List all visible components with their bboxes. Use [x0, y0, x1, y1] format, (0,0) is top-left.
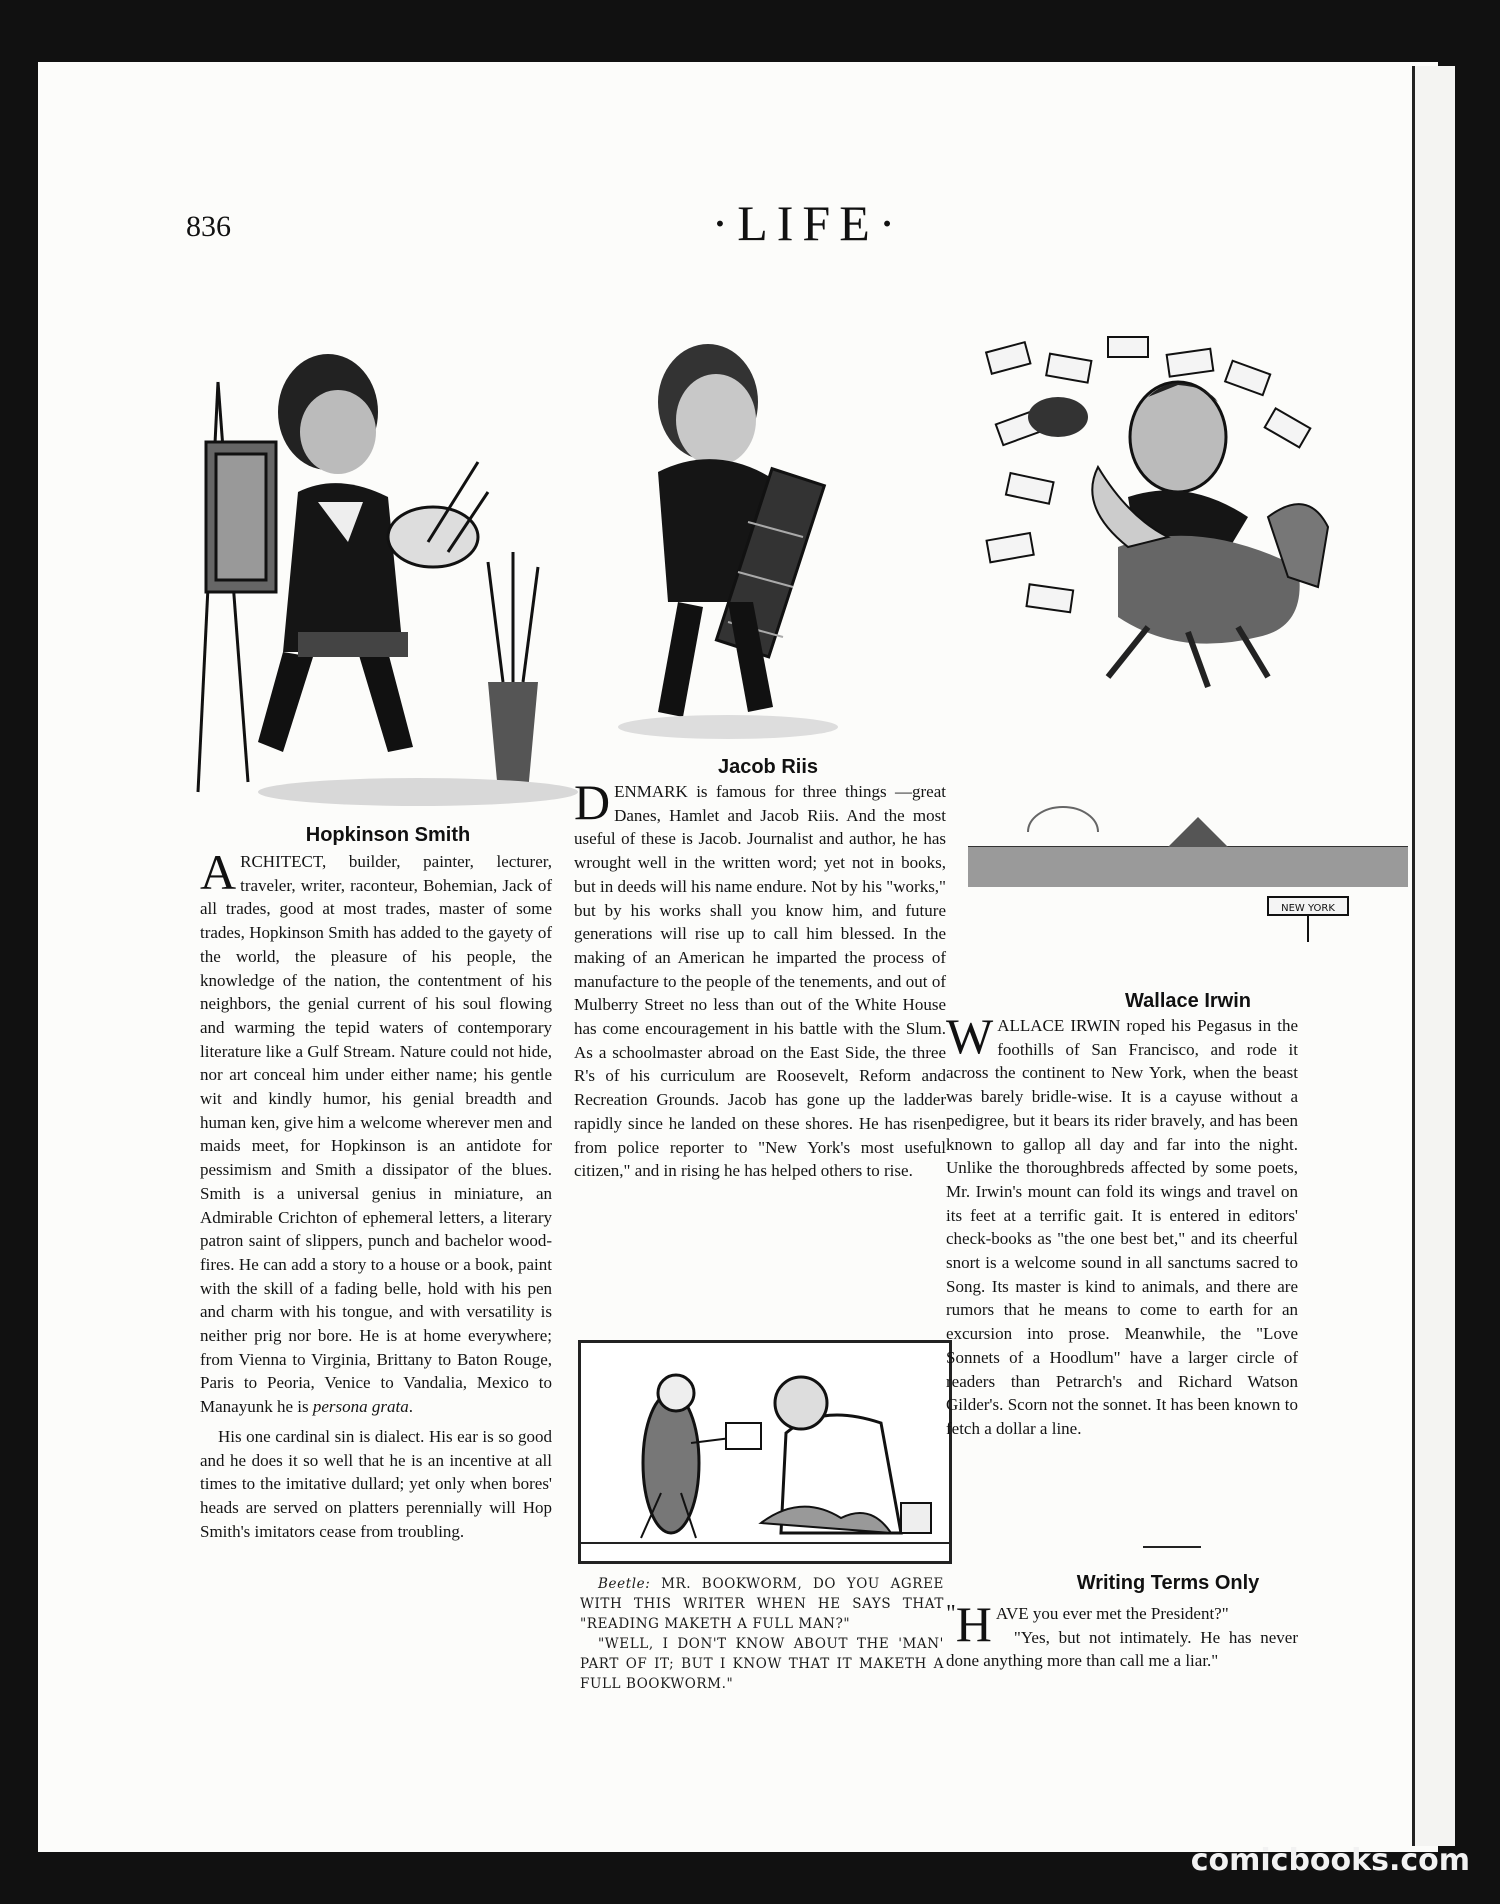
watermark: comicbooks.com — [1190, 1843, 1470, 1878]
wallace-irwin-illustration — [968, 327, 1408, 967]
masthead-title: ·LIFE· — [711, 195, 905, 251]
section-divider — [1143, 1546, 1201, 1548]
jacob-riis-text — [574, 774, 946, 1183]
dropcap-w: W — [946, 1008, 994, 1064]
hopkinson-smith-paragraph-2: His one cardinal sin is dialect. His ear is so good and he does it so well that he is an incentive at all times to the imitative dullard; yet only when bores' heads are served on platters perennially will Hop Smith's imitators cease from troubling. — [200, 1426, 552, 1541]
hopkinson-smith-illustration — [188, 322, 598, 822]
wallace-irwin-text — [946, 1008, 1298, 1441]
cartoon-caption — [580, 1574, 944, 1694]
page-number: 836 — [186, 210, 231, 243]
writing-terms-dialogue-1: " H AVE you ever met the President?" — [946, 1596, 1229, 1652]
dropcap-d: D — [574, 774, 611, 830]
cartoon-caption-line-1: Beetle: MR. BOOKWORM, DO YOU AGREE WITH THIS WRITER WHEN HE SAYS THAT "READING MAKETH A FULL MAN?" — [580, 1576, 944, 1632]
writing-terms-dialogue-2: "Yes, but not intimately. He has never done anything more than call me a liar." — [946, 1627, 1298, 1671]
cartoon-caption-line-2: "WELL, I DON'T KNOW ABOUT THE 'MAN' PART OF IT; BUT I KNOW THAT IT MAKETH A FULL BOOKWORM." — [580, 1636, 944, 1692]
jacob-riis-illustration — [598, 332, 958, 752]
new-york-sign-label: NEW YORK — [1281, 903, 1335, 914]
writing-terms-only-text — [946, 1596, 1298, 1673]
magazine-page — [38, 62, 1438, 1852]
dropcap-a: A — [200, 844, 237, 900]
jacob-riis-paragraph-1: DENMARK is famous for three things —great Danes, Hamlet and Jacob Riis. And the most useful of these is Jacob. Journalist and author, he has wrought well in the written word; yet not in books, but in deeds will his name endure. Not by his "works," but by his works shall you know him, and future generations will rise up to call him blessed. In the making of an American he imparted the process of manufacture to the people of the tenements, and out of Mulberry Street no less than out of the White House has come encouragement in his battle with the Slum. As a schoolmaster abroad on the East Side, the three R's of his curriculum are Roosevelt, Reform and Recreation Grounds. Jacob has gone up the ladder rapidly since he landed on these shores. He has risen from police reporter to "New York's most useful citizen," and in rising he has helped others to rise. — [574, 774, 946, 1181]
dropcap-h: H — [955, 1596, 992, 1652]
beetle-bookworm-cartoon — [578, 1340, 952, 1564]
adjacent-page-edge — [1412, 66, 1455, 1846]
hopkinson-smith-paragraph-1: ARCHITECT, builder, painter, lecturer, traveler, writer, raconteur, Bohemian, Jack of all trades, good at most trades, master of some trades, Hopkinson Smith has added to the gayety of the world, the pleasure of his people, the knowledge of the nation, the contentment of his neighbors, the genial current of his soul flowing and warming the tepid waters of contemporary literature like a Gulf Stream. Nature could not hide, nor art conceal him under either name; his gentle wit and kindly humor, his genial breadth and human ken, give him a welcome wherever men and maids meet, for Hopkinson is an antidote for pessimism and Smith a dissipator of the blues. Smith is a universal genius in miniature, an Admirable Crichton of ephemeral letters, a literary patron saint of slippers, punch and bachelor wood-fires. He can add a story to a house or a book, paint with the skill of a fading belle, hold with his pen and charm with his tongue, and with versatility is neither prig nor bore. He is at home everywhere; from Vienna to Virginia, Brittany to Baton Rouge, Paris to Peoria, Venice to Vandalia, Mexico to Manayunk he is persona grata. — [200, 844, 552, 1417]
jacob-riis-heading: Jacob Riis — [717, 756, 819, 778]
hopkinson-smith-heading: Hopkinson Smith — [305, 824, 471, 846]
wallace-irwin-paragraph-1: WALLACE IRWIN roped his Pegasus in the foothills of San Francisco, and rode it across the continent to New York, when the beast was barely bridle-wise. It is a cayuse without a pedigree, but it bears its rider bravely, and has been known to gallop all day and far into the night. Unlike the thoroughbreds affected by some poets, Mr. Irwin's mount can fold its wings and travel on its feet at a terrific gait. It is entered in editors' check-books as "the one best bet," and its cheerful snort is a welcome sound in all sanctums sacred to Song. Its master is kind to animals, and there are rumors that he means to come to earth for an excursion into prose. Meanwhile, the "Love Sonnets of a Hoodlum" have a larger circle of readers than Petrarch's and Richard Watson Gilder's. Scorn not the sonnet. It has been known to fetch a dollar a line. — [946, 1008, 1298, 1438]
writing-terms-only-heading: Writing Terms Only — [1076, 1572, 1260, 1594]
hopkinson-smith-text — [200, 844, 552, 1543]
wallace-irwin-heading: Wallace Irwin — [1125, 990, 1251, 1012]
